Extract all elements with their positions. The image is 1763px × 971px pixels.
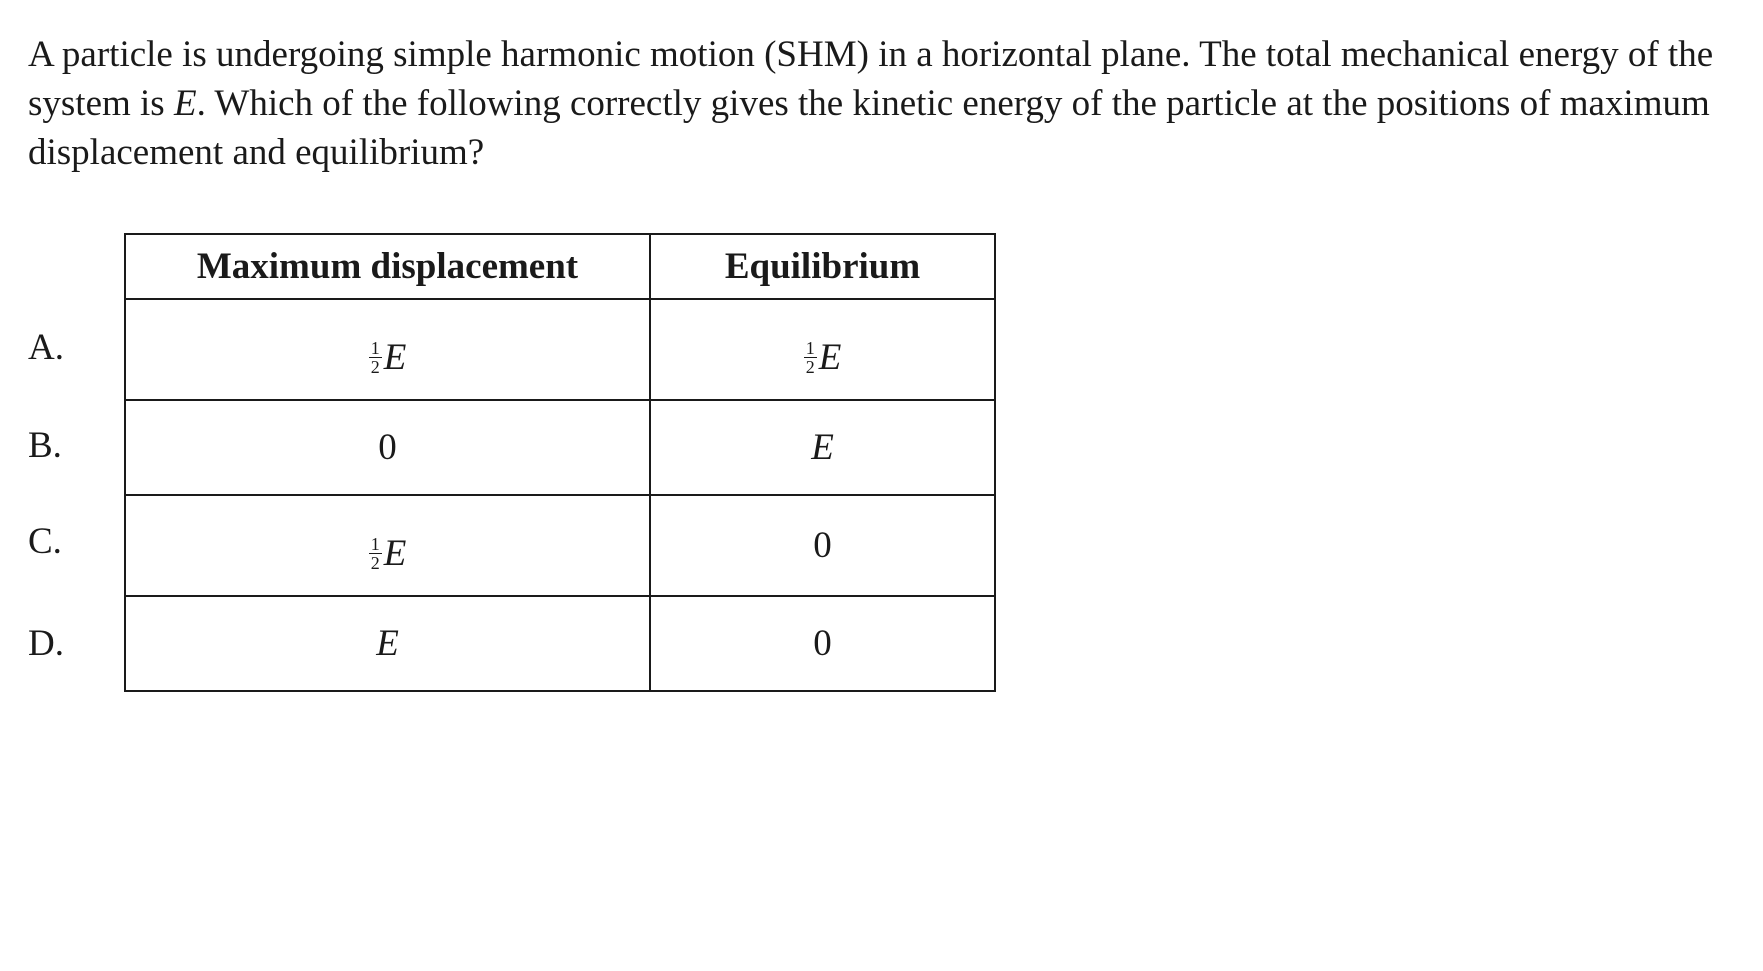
cell-max-displacement [125, 495, 650, 596]
answer-table [124, 233, 996, 692]
header-equilibrium: Equilibrium [650, 234, 995, 299]
option-label-b: B. [28, 425, 62, 466]
fraction: $\frac{1}{2}$ [370, 533, 380, 573]
cell-max-displacement [125, 299, 650, 400]
cell-max-displacement: 0 [125, 400, 650, 495]
option-label-c: C. [28, 521, 62, 562]
question-part-2: . Which of the following correctly gives the kinetic energy of the particle at the positions of maximum displacement and equilibrium? [28, 83, 1710, 173]
cell-equilibrium: 0 [650, 495, 995, 596]
cell-equilibrium: 0 [650, 596, 995, 691]
fraction: $\frac{1}{2}$ [805, 337, 815, 377]
cell-max-displacement: E [125, 596, 650, 691]
option-row-d [125, 596, 995, 691]
question-variable-e: E [173, 83, 197, 124]
fraction: $\frac{1}{2}$ [370, 337, 380, 377]
option-label-d: D. [28, 623, 64, 664]
question-part-1: A particle is undergoing simple harmonic motion (SHM) in a horizontal plane. The total mechanical energy of the system is [28, 34, 1714, 124]
option-row-b [125, 400, 995, 495]
option-row-a [125, 299, 995, 400]
cell-equilibrium: E [650, 400, 995, 495]
symbol-e: E [818, 336, 842, 378]
symbol-e: E [383, 532, 407, 574]
option-row-c [125, 495, 995, 596]
header-maximum-displacement: Maximum displacement [125, 234, 650, 299]
question-text [28, 30, 1728, 177]
cell-equilibrium [650, 299, 995, 400]
symbol-e: E [383, 336, 407, 378]
option-label-a: A. [28, 327, 64, 368]
table-header-row [125, 234, 995, 299]
